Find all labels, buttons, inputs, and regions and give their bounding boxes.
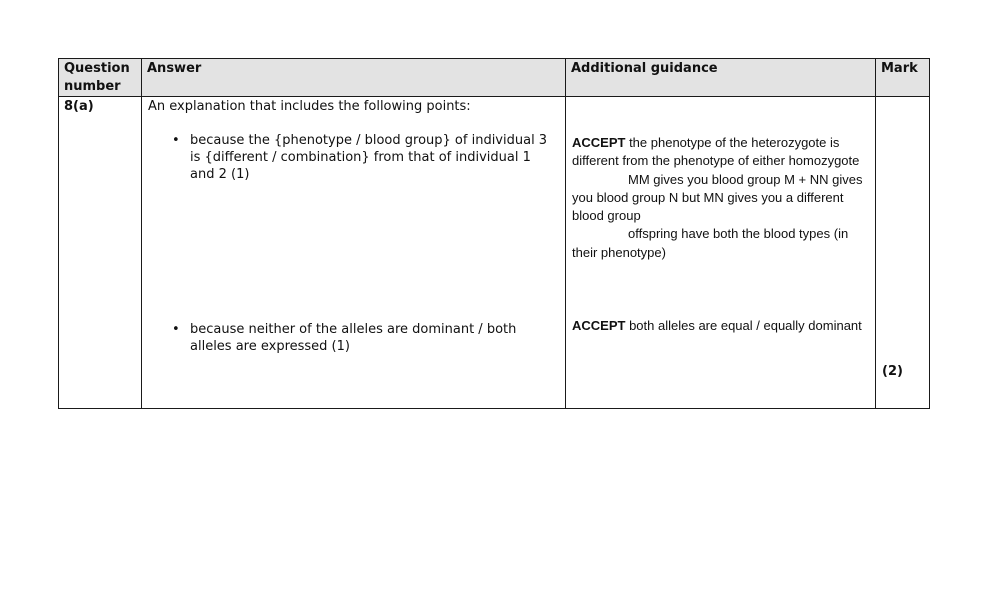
guidance-1-text: the phenotype of the heterozygote is different from the phenotype of either homozygote (572, 135, 860, 169)
bullet-dot-icon: • (172, 133, 180, 148)
question-number-cell: 8(a) (59, 97, 142, 409)
answer-cell (142, 97, 566, 409)
mark-value: (2) (882, 364, 903, 379)
answer-bullet-1 (172, 132, 558, 183)
header-question-number: Question number (59, 59, 142, 97)
answer-bullet-2-text: because neither of the alleles are dominant / both alleles are expressed (1) (190, 322, 517, 354)
guidance-1-keyword: ACCEPT (572, 135, 626, 150)
answer-bullet-1-text: because the {phenotype / blood group} of individual 3 is {different / combination} from that of individual 1 and 2 (1) (190, 133, 548, 182)
answer-bullet-2 (172, 321, 558, 355)
guidance-block-2 (572, 317, 872, 335)
question-row (59, 97, 930, 409)
header-additional-guidance: Additional guidance (566, 59, 876, 97)
guidance-1-line2: MM gives you blood group M + NN gives you blood group N but MN gives you a different blood group (572, 171, 863, 224)
header-row (59, 59, 930, 97)
guidance-block-1 (572, 134, 872, 262)
mark-cell (876, 97, 930, 409)
guidance-2-text: both alleles are equal / equally dominant (625, 318, 862, 333)
guidance-1-line3: offspring have both the blood types (in their phenotype) (572, 226, 849, 260)
header-answer: Answer (142, 59, 566, 97)
mark-scheme-table (58, 58, 930, 409)
guidance-cell (566, 97, 876, 409)
answer-intro: An explanation that includes the following points: (148, 99, 471, 114)
bullet-dot-icon: • (172, 322, 180, 337)
guidance-2-keyword: ACCEPT (572, 318, 626, 333)
header-mark: Mark (876, 59, 930, 97)
